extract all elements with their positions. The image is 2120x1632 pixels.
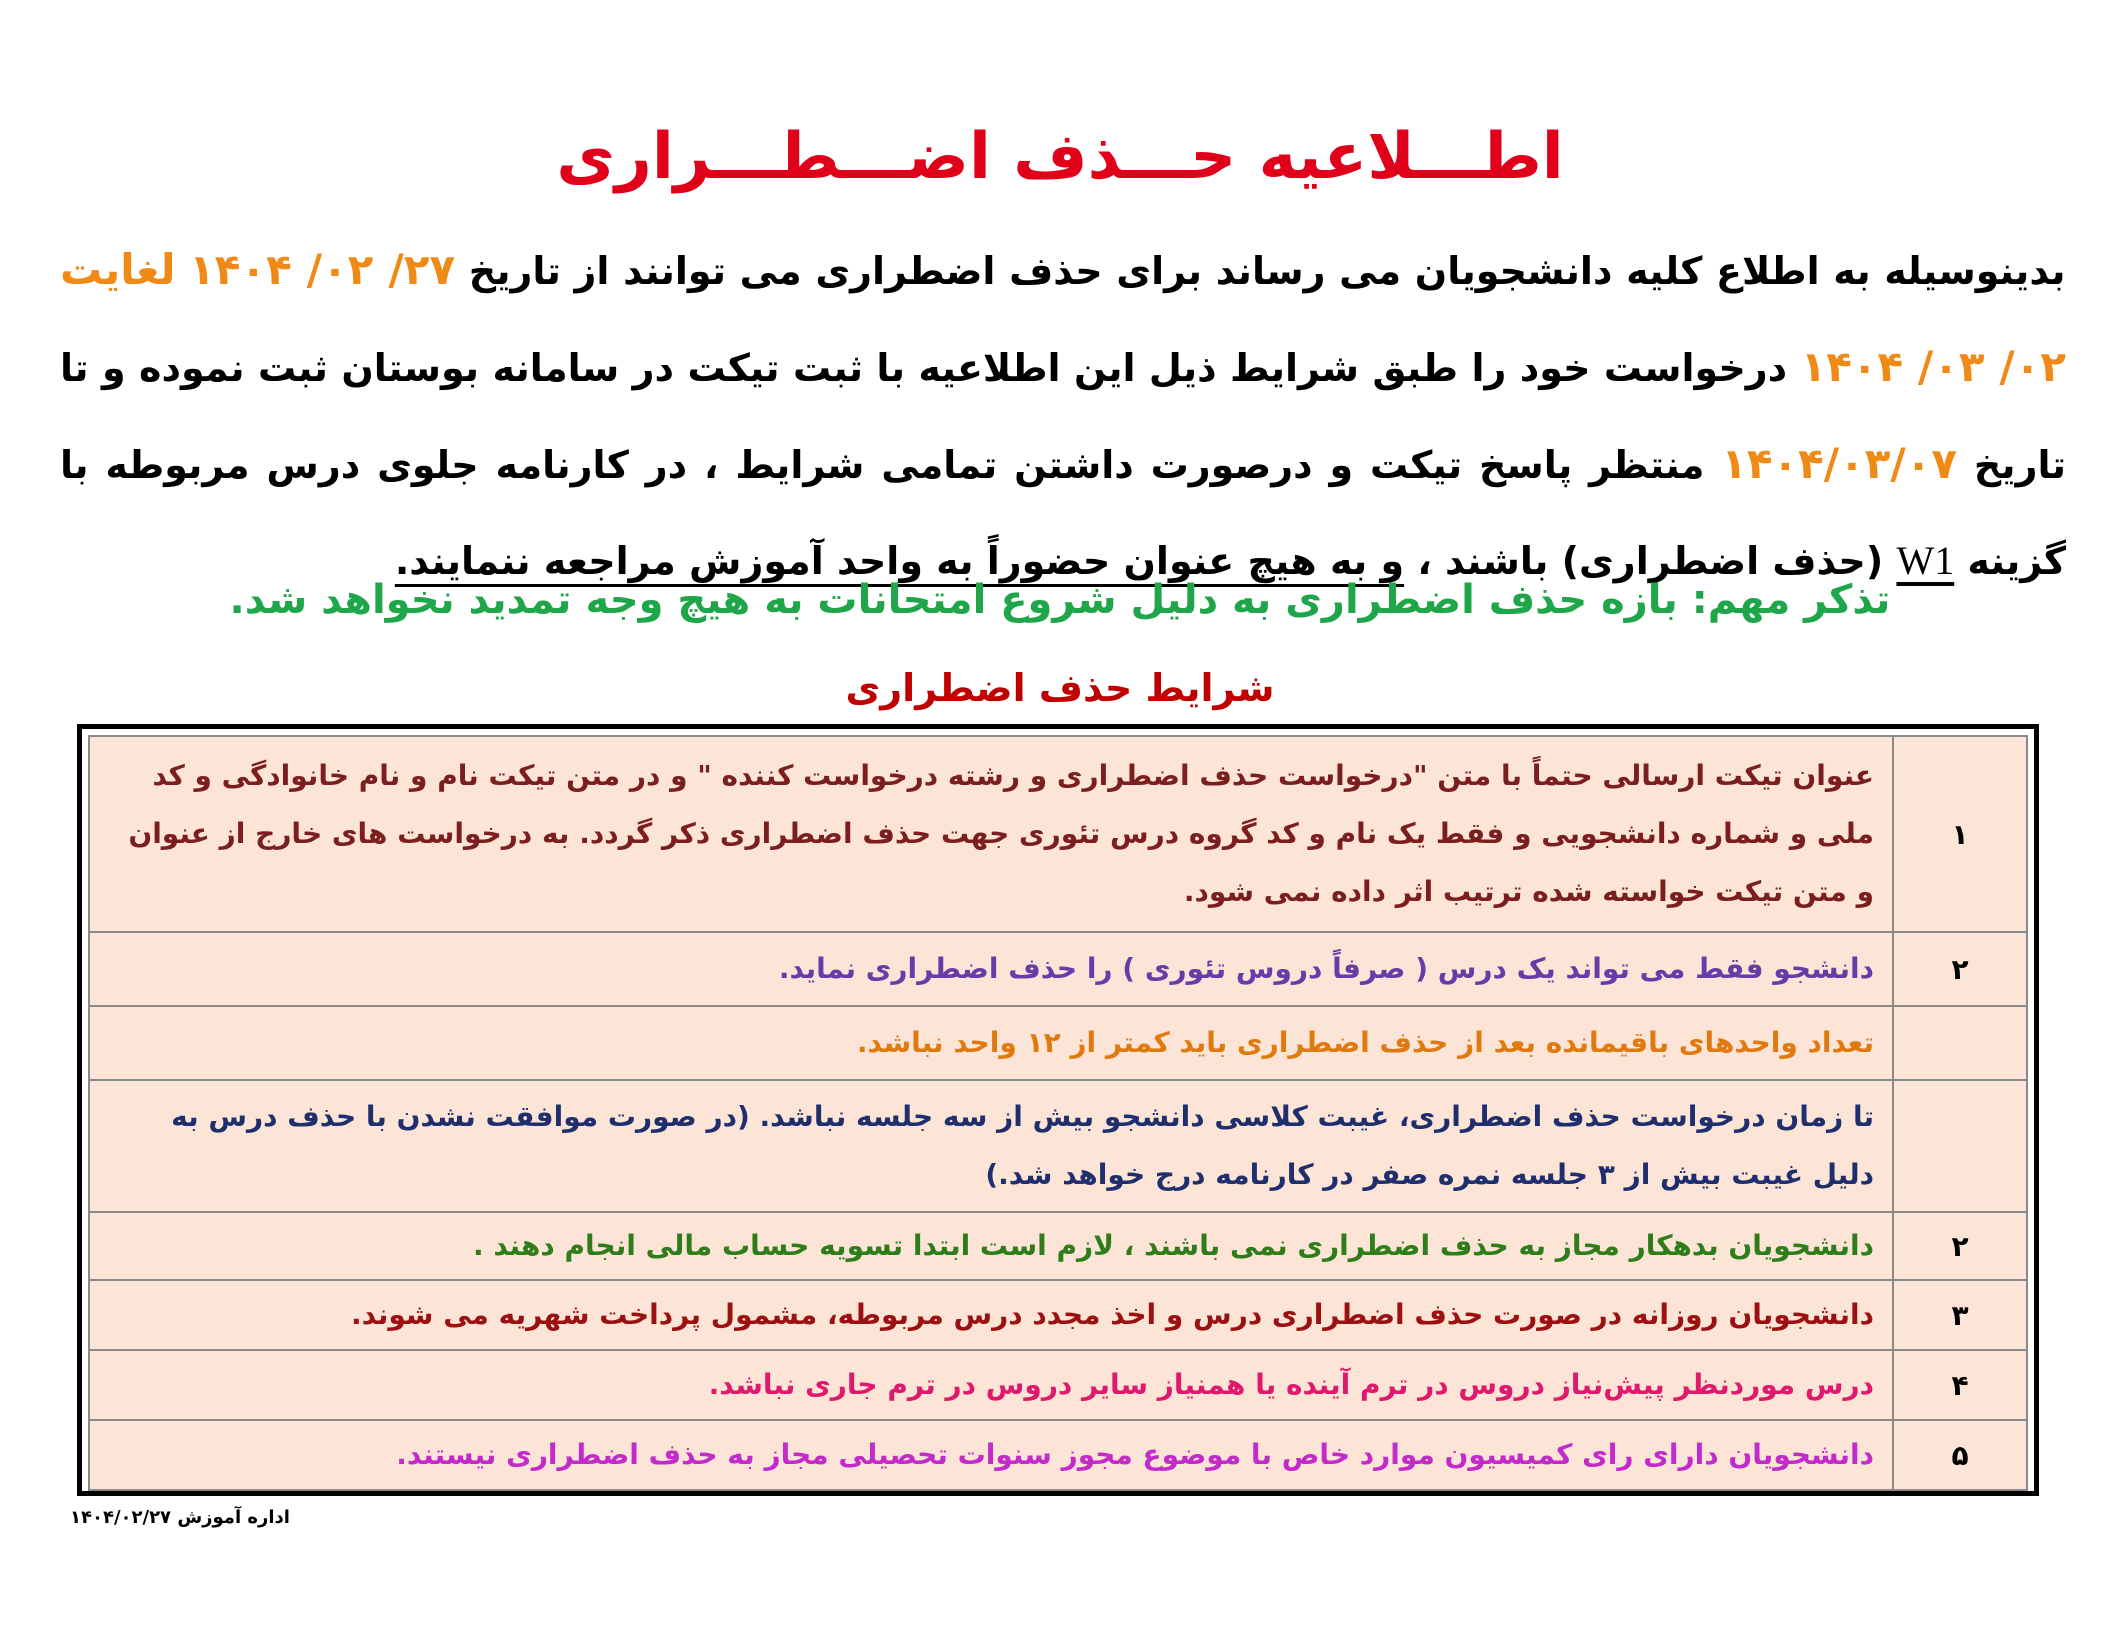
row-text: دانشجویان دارای رای کمیسیون موارد خاص با موضوع مجوز سنوات تحصیلی مجاز به حذف اضطراری نیستند.: [89, 1420, 1893, 1490]
intro-text-4: (حذف اضطراری) باشند ،: [1404, 539, 1884, 583]
row-number: ۲: [1893, 1212, 2027, 1280]
row-number: ۱: [1893, 736, 2027, 932]
important-note: تذکر مهم: بازه حذف اضطراری به دلیل شروع امتحانات به هیچ وجه تمدید نخواهد شد.: [229, 577, 1891, 623]
response-date: ۱۴۰۴/۰۳/۰۷: [1721, 439, 1958, 488]
intro-text-2: درخواست خود را طبق شرایط ذیل این اطلاعیه با ثبت تیکت در سامانه بوستان ثبت نموده و تا تاریخ: [60, 346, 2066, 487]
conditions-table-frame: [77, 724, 2039, 1496]
until-word: لغایت: [60, 245, 176, 294]
table-row: [89, 1212, 2027, 1280]
start-date: ۲۷/ ۰۲/ ۱۴۰۴: [189, 245, 456, 294]
w1-option: W1: [1896, 538, 1955, 583]
footer-signature: اداره آموزش ۱۴۰۴/۰۲/۲۷: [70, 1507, 290, 1528]
table-row: [89, 1080, 2027, 1212]
row-number: ۳: [1893, 1280, 2027, 1350]
row-text: عنوان تیکت ارسالی حتماً با متن "درخواست حذف اضطراری و رشته درخواست کننده " و در متن تیکت نام و نام خانوادگی و کد ملی و شماره دانشجویی و فقط یک نام و کد گروه درس تئوری جهت حذف اضطراری ذکر گردد. به درخواست های خارج از عنوان و متن تیکت خواسته شده ترتیب اثر داده نمی شود.: [89, 736, 1893, 932]
page-title: اطـــلاعیه حـــذف اضـــطـــراری: [556, 120, 1564, 194]
row-text: درس موردنظر پیش‌نیاز دروس در ترم آینده یا همنیاز سایر دروس در ترم جاری نباشد.: [89, 1350, 1893, 1420]
table-row: [89, 1350, 2027, 1420]
table-row: [89, 1006, 2027, 1080]
row-text: دانشجویان بدهکار مجاز به حذف اضطراری نمی باشند ، لازم است ابتدا تسویه حساب مالی انجام دهند .: [89, 1212, 1893, 1280]
row-number: ۵: [1893, 1420, 2027, 1490]
row-number: ۴: [1893, 1350, 2027, 1420]
row-text: تا زمان درخواست حذف اضطراری، غیبت کلاسی دانشجو بیش از سه جلسه نباشد. (در صورت موافقت نشدن با حذف درس به دلیل غیبت بیش از ۳ جلسه نمره صفر در کارنامه درج خواهد شد.): [89, 1080, 1893, 1212]
row-text: دانشجویان روزانه در صورت حذف اضطراری درس و اخذ مجدد درس مربوطه، مشمول پرداخت شهریه می شوند.: [89, 1280, 1893, 1350]
row-number: ۲: [1893, 932, 2027, 1006]
row-number: [1893, 1080, 2027, 1212]
conditions-heading: شرایط حذف اضطراری: [845, 666, 1275, 710]
table-row: [89, 736, 2027, 932]
row-number: [1893, 1006, 2027, 1080]
intro-warning: و به هیچ عنوان حضوراً به واحد آموزش مراجعه ننمایند.: [394, 539, 1405, 583]
table-row: [89, 1420, 2027, 1490]
intro-text-3: منتظر پاسخ تیکت و درصورت داشتن تمامی شرایط ، در کارنامه جلوی درس مربوطه با گزینه: [60, 443, 2066, 583]
row-text: تعداد واحدهای باقیمانده بعد از حذف اضطراری باید کمتر از ۱۲ واحد نباشد.: [89, 1006, 1893, 1080]
row-text: دانشجو فقط می تواند یک درس ( صرفاً دروس تئوری ) را حذف اضطراری نماید.: [89, 932, 1893, 1006]
table-row: [89, 1280, 2027, 1350]
intro-paragraph: [60, 222, 2066, 609]
intro-text-1: بدینوسیله به اطلاع کلیه دانشجویان می رساند برای حذف اضطراری می توانند از تاریخ: [455, 249, 2066, 293]
table-row: [89, 932, 2027, 1006]
end-date: ۰۲/ ۰۳/ ۱۴۰۴: [1800, 342, 2067, 391]
conditions-table: [88, 735, 2028, 1491]
